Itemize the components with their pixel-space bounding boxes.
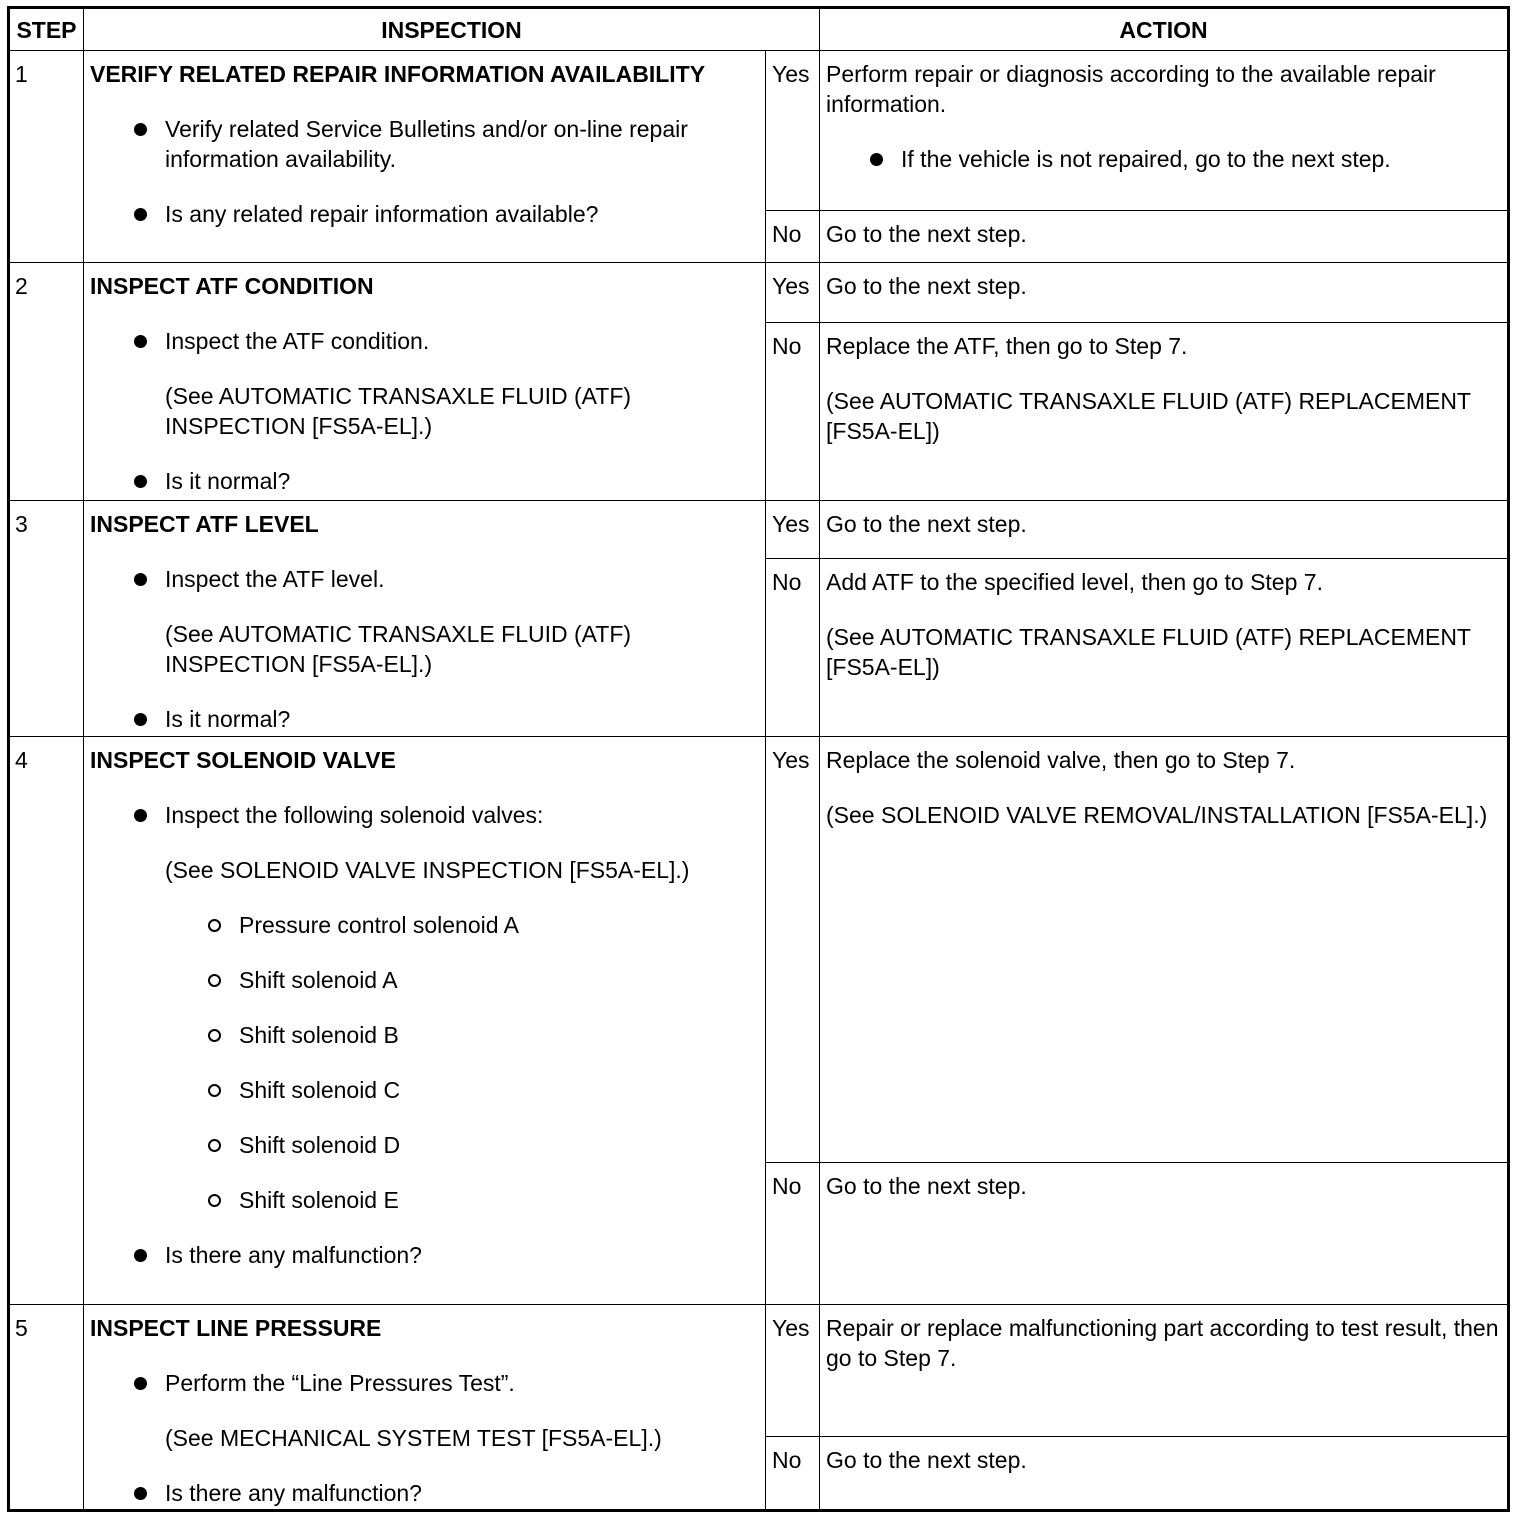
solenoid-item: Pressure control solenoid A bbox=[90, 910, 759, 940]
step-inspection bbox=[84, 737, 766, 1305]
inspection-question: Is there any malfunction? bbox=[90, 1240, 759, 1270]
yes-label: Yes bbox=[766, 501, 820, 559]
no-action: Go to the next step. bbox=[820, 1437, 1509, 1511]
inspection-question: Is it normal? bbox=[90, 466, 759, 496]
no-action bbox=[820, 559, 1509, 737]
inspection-item: Inspect the ATF condition. bbox=[90, 326, 759, 356]
step-number: 1 bbox=[9, 51, 84, 263]
bullet-icon bbox=[134, 573, 147, 586]
yes-action: Repair or replace malfunctioning part according to test result, then go to Step 7. bbox=[820, 1305, 1509, 1437]
inspection-question: Is any related repair information available? bbox=[90, 199, 759, 229]
inspection-item: Verify related Service Bulletins and/or on-line repair information availability. bbox=[90, 114, 759, 174]
yes-label: Yes bbox=[766, 263, 820, 323]
no-action: Go to the next step. bbox=[820, 1163, 1509, 1305]
header-row bbox=[9, 8, 1509, 51]
no-action: Go to the next step. bbox=[820, 211, 1509, 263]
step-title: INSPECT ATF LEVEL bbox=[90, 511, 319, 537]
no-label: No bbox=[766, 323, 820, 501]
diagnostic-procedure-table bbox=[7, 6, 1510, 1512]
inspection-question: Is there any malfunction? bbox=[90, 1478, 759, 1508]
solenoid-item: Shift solenoid B bbox=[90, 1020, 759, 1050]
step-2-yes-row bbox=[9, 263, 1509, 323]
no-label: No bbox=[766, 211, 820, 263]
yes-label: Yes bbox=[766, 51, 820, 211]
inspection-reference: (See AUTOMATIC TRANSAXLE FLUID (ATF) INSPECTION [FS5A-EL].) bbox=[165, 621, 632, 677]
step-title: INSPECT LINE PRESSURE bbox=[90, 1315, 382, 1341]
bullet-icon bbox=[134, 123, 147, 136]
no-label: No bbox=[766, 1163, 820, 1305]
step-5-yes-row bbox=[9, 1305, 1509, 1437]
step-title: INSPECT ATF CONDITION bbox=[90, 273, 374, 299]
inspection-item: Perform the “Line Pressures Test”. bbox=[90, 1368, 759, 1398]
solenoid-item: Shift solenoid D bbox=[90, 1130, 759, 1160]
step-1-yes-row bbox=[9, 51, 1509, 211]
yes-label: Yes bbox=[766, 737, 820, 1163]
header-action: ACTION bbox=[820, 8, 1509, 51]
no-label: No bbox=[766, 559, 820, 737]
solenoid-item: Shift solenoid E bbox=[90, 1185, 759, 1215]
bullet-icon bbox=[134, 1487, 147, 1500]
step-number: 5 bbox=[9, 1305, 84, 1511]
yes-action: Go to the next step. bbox=[820, 501, 1509, 559]
step-title: INSPECT SOLENOID VALVE bbox=[90, 747, 396, 773]
bullet-icon bbox=[134, 208, 147, 221]
step-4-yes-row bbox=[9, 737, 1509, 1163]
bullet-icon bbox=[870, 153, 883, 166]
action-text: Replace the ATF, then go to Step 7. bbox=[826, 333, 1188, 359]
no-action bbox=[820, 323, 1509, 501]
inspection-item: Inspect the ATF level. bbox=[90, 564, 759, 594]
yes-action: Go to the next step. bbox=[820, 263, 1509, 323]
yes-action bbox=[820, 51, 1509, 211]
yes-action bbox=[820, 737, 1509, 1163]
circle-bullet-icon bbox=[208, 1029, 221, 1042]
step-inspection bbox=[84, 51, 766, 263]
action-item: If the vehicle is not repaired, go to the next step. bbox=[826, 144, 1501, 174]
solenoid-item: Shift solenoid C bbox=[90, 1075, 759, 1105]
bullet-icon bbox=[134, 475, 147, 488]
action-text: Replace the solenoid valve, then go to Step 7. bbox=[826, 747, 1296, 773]
bullet-icon bbox=[134, 713, 147, 726]
step-inspection bbox=[84, 263, 766, 501]
inspection-reference: (See SOLENOID VALVE INSPECTION [FS5A-EL].) bbox=[165, 857, 690, 883]
no-label: No bbox=[766, 1437, 820, 1511]
header-inspection: INSPECTION bbox=[84, 8, 820, 51]
inspection-item: Inspect the following solenoid valves: bbox=[90, 800, 759, 830]
header-step: STEP bbox=[9, 8, 84, 51]
action-reference: (See AUTOMATIC TRANSAXLE FLUID (ATF) REPLACEMENT [FS5A-EL]) bbox=[826, 388, 1471, 444]
step-number: 2 bbox=[9, 263, 84, 501]
circle-bullet-icon bbox=[208, 1084, 221, 1097]
bullet-icon bbox=[134, 809, 147, 822]
action-reference: (See SOLENOID VALVE REMOVAL/INSTALLATION [FS5A-EL].) bbox=[826, 802, 1488, 828]
action-reference: (See AUTOMATIC TRANSAXLE FLUID (ATF) REPLACEMENT [FS5A-EL]) bbox=[826, 624, 1471, 680]
bullet-icon bbox=[134, 1377, 147, 1390]
circle-bullet-icon bbox=[208, 919, 221, 932]
action-text: Perform repair or diagnosis according to the available repair information. bbox=[826, 61, 1436, 117]
action-text: Add ATF to the specified level, then go to Step 7. bbox=[826, 569, 1323, 595]
step-number: 3 bbox=[9, 501, 84, 737]
step-inspection bbox=[84, 1305, 766, 1511]
step-3-yes-row bbox=[9, 501, 1509, 559]
inspection-question: Is it normal? bbox=[90, 704, 759, 734]
step-number: 4 bbox=[9, 737, 84, 1305]
step-inspection bbox=[84, 501, 766, 737]
inspection-reference: (See AUTOMATIC TRANSAXLE FLUID (ATF) INSPECTION [FS5A-EL].) bbox=[165, 383, 632, 439]
yes-label: Yes bbox=[766, 1305, 820, 1437]
circle-bullet-icon bbox=[208, 974, 221, 987]
inspection-reference: (See MECHANICAL SYSTEM TEST [FS5A-EL].) bbox=[165, 1425, 662, 1451]
circle-bullet-icon bbox=[208, 1139, 221, 1152]
step-title: VERIFY RELATED REPAIR INFORMATION AVAILABILITY bbox=[90, 61, 706, 87]
circle-bullet-icon bbox=[208, 1194, 221, 1207]
bullet-icon bbox=[134, 335, 147, 348]
bullet-icon bbox=[134, 1249, 147, 1262]
solenoid-item: Shift solenoid A bbox=[90, 965, 759, 995]
